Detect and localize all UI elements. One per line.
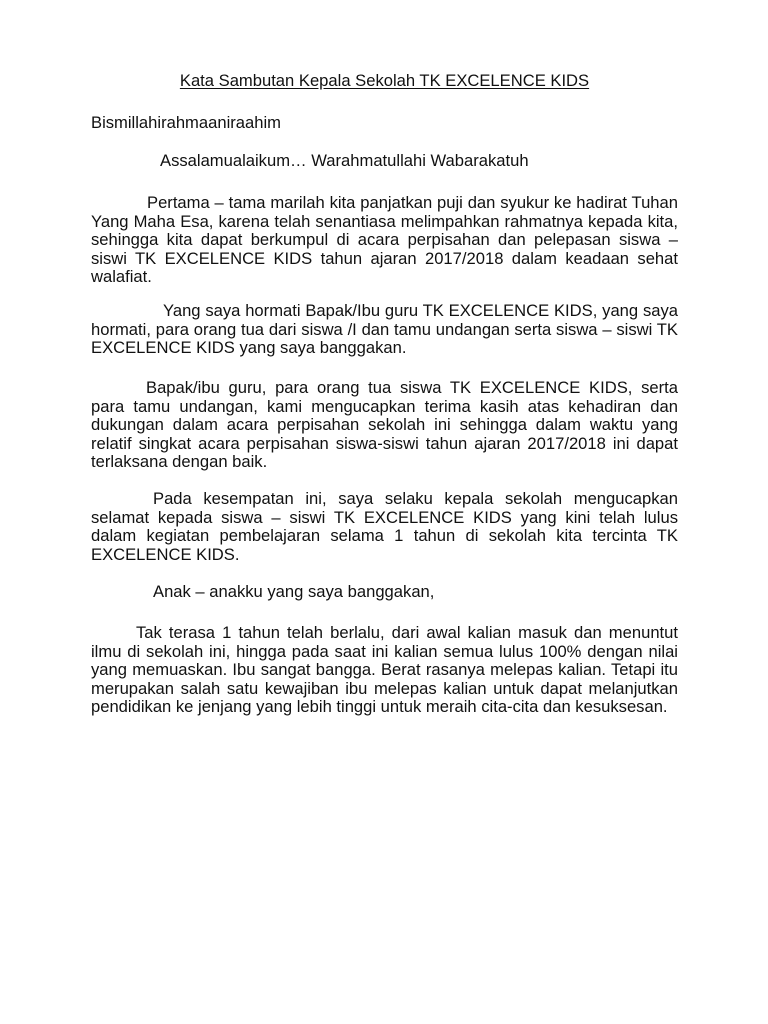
paragraph-congratulations: Pada kesempatan ini, saya selaku kepala sekolah mengucapkan selamat kepada siswa – siswi TK EXCELENCE KIDS yang kini telah lulus dalam kegiatan pembelajaran selama 1 tahun di sekolah kita tercinta TK EXCELENCE KIDS. [91,489,678,564]
document-title: Kata Sambutan Kepala Sekolah TK EXCELENCE KIDS [179,71,590,90]
greeting-line: Assalamualaikum… Warahmatullahi Wabarakatuh [160,151,529,170]
paragraph-salutation: Yang saya hormati Bapak/Ibu guru TK EXCELENCE KIDS, yang saya hormati, para orang tua dari siswa /I dan tamu undangan serta siswa – siswi TK EXCELENCE KIDS yang saya banggakan. [91,301,678,358]
opening-line: Bismillahirahmaaniraahim [91,113,281,132]
paragraph-farewell: Tak terasa 1 tahun telah berlalu, dari awal kalian masuk dan menuntut ilmu di sekolah ini, hingga pada saat ini kalian semua lulus 100% dengan nilai yang memuaskan. Ibu sangat bangga. Berat rasanya melepas kalian. Tetapi itu merupakan salah satu kewajiban ibu melepas kalian untuk dapat melanjutkan pendidikan ke jenjang yang lebih tinggi untuk meraih cita-cita dan kesuksesan. [91,623,678,717]
address-line: Anak – anakku yang saya banggakan, [153,582,435,601]
paragraph-praise: Pertama – tama marilah kita panjatkan puji dan syukur ke hadirat Tuhan Yang Maha Esa, karena telah senantiasa melimpahkan rahmatnya kepada kita, sehingga kita dapat berkumpul di acara perpisahan dan pelepasan siswa – siswi TK EXCELENCE KIDS tahun ajaran 2017/2018 dalam keadaan sehat walafiat. [91,193,678,287]
paragraph-thanks: Bapak/ibu guru, para orang tua siswa TK EXCELENCE KIDS, serta para tamu undangan, kami mengucapkan terima kasih atas kehadiran dan dukungan dalam acara perpisahan sekolah ini sehingga dalam waktu yang relatif singkat acara perpisahan siswa-siswi tahun ajaran 2017/2018 ini dapat terlaksana dengan baik. [91,378,678,472]
